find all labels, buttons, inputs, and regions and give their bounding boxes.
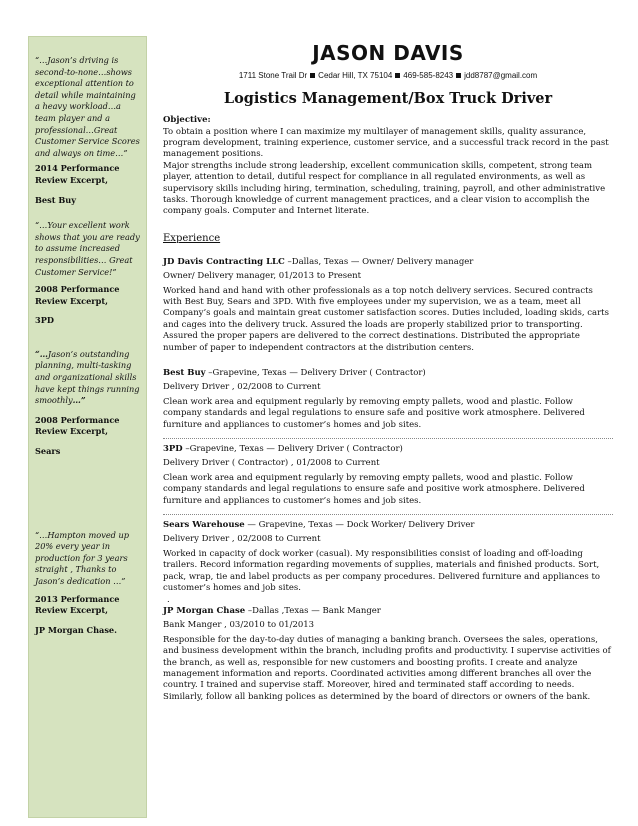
quote-lead: “…: [35, 348, 48, 359]
job-location: –Grapevine, Texas — Delivery Driver ( Contractor): [182, 444, 403, 455]
objective-heading: Objective:: [163, 115, 211, 125]
job-location: –Dallas ,Texas — Bank Manger: [245, 605, 381, 616]
job-entry: [163, 444, 613, 507]
job-entry: [163, 520, 613, 606]
review-source: 2008 Performance Review Excerpt,: [35, 414, 120, 437]
review-quote: “…Jason’s driving is second-to-none…shows exceptional attention to detail while maintaining a heavy workload…a team player and a professional…Great Customer Service Scores and always on time…”: [35, 55, 140, 158]
review-block: [35, 530, 141, 637]
job-role: Bank Manger , 03/2010 to 01/2013: [163, 620, 315, 631]
job-description: Worked hand and hand with other professionals as a top notch delivery services. Secured contracts with Best Buy, Sears and 3PD. With five employees under my supervision, we as a team, meet all Company’s goals and maintain great customer satisfaction scores. Duties included, loading skids, carts and cages into the delivery truck. Assured the loads are properly stabilized prior to transporting. Assured the proper papers are delivered to the correct destinations. Distributed the appropriate number of paper to independent contractors at the distribution centers.: [163, 285, 609, 353]
email: jdd8787@gmail.com: [464, 71, 538, 80]
section-divider: [163, 438, 613, 439]
review-quote: “…Hampton moved up 20% every year in production for 3 years straight , Thanks to Jason’s dedication …”: [35, 529, 130, 586]
job-location: –Dallas, Texas — Owner/ Delivery manager: [284, 256, 474, 267]
job-role: Delivery Driver ( Contractor) , 01/2008 to Current: [163, 458, 380, 469]
job-title-line: [163, 368, 613, 379]
job-company: JD Davis Contracting LLC: [163, 256, 285, 267]
phone: 469-585-8243: [403, 71, 454, 80]
job-title-line: [163, 606, 613, 617]
job-title-line: [163, 257, 613, 268]
review-company: Sears: [35, 446, 61, 457]
strengths-text: Major strengths include strong leadership, excellent communication skills, competent, strong team player, attention to detail, dutiful respect for compliance in all regulated environments, as well as supervisory skills including hiring, termination, scheduling, training, payroll, and other administrative tasks. Thorough knowledge of current management practices, and a clear vision to accomplish the company goals. Computer and Internet literate.: [163, 160, 606, 217]
square-bullet-icon: [310, 73, 315, 78]
contact-line: [163, 71, 613, 80]
review-company: 3PD: [35, 315, 54, 326]
trailing-dot: .: [167, 594, 170, 605]
job-description: Clean work area and equipment regularly by removing empty pallets, wood and plastic. Follow company standards and legal regulations to ensure safe and positive work atmosphere. Delivered furniture and appliances to customer’s homes and job sites.: [163, 396, 585, 430]
job-title-headline: Logistics Management/Box Truck Driver: [223, 90, 553, 107]
review-source: 2014 Performance Review Excerpt,: [35, 163, 120, 185]
job-entry: [163, 368, 613, 431]
review-company: JP Morgan Chase.: [35, 624, 117, 635]
review-quote: “…Your excellent work shows that you are ready to assume increased responsibilities… Great Customer Service!”: [35, 220, 140, 277]
review-block: [35, 55, 141, 206]
job-location: –Grapevine, Texas — Delivery Driver ( Contractor): [205, 368, 426, 378]
job-company: 3PD: [163, 444, 183, 455]
job-title-line: [163, 520, 613, 531]
job-location: — Grapevine, Texas — Dock Worker/ Delivery Driver: [244, 520, 475, 531]
job-title-line: [163, 444, 613, 455]
review-company: Best Buy: [35, 194, 77, 205]
testimonial-sidebar: [28, 36, 147, 818]
section-divider: [163, 514, 613, 515]
quote-tail: …”: [72, 395, 86, 406]
review-quote: [35, 349, 141, 407]
job-role: Owner/ Delivery manager, 01/2013 to Present: [163, 271, 362, 282]
square-bullet-icon: [456, 73, 461, 78]
address: 1711 Stone Trail Dr: [238, 71, 308, 80]
job-company: JP Morgan Chase: [163, 605, 246, 616]
quote-body: Jason’s outstanding planning, multi-tasking and organizational skills have kept things running smoothly: [35, 348, 140, 406]
job-description: Clean work area and equipment regularly by removing empty pallets, wood and plastic. Follow company standards and legal regulations to ensure safe and positive work atmosphere. Delivered furniture and appliances to customer’s homes and job sites.: [163, 472, 585, 506]
job-description: Worked in capacity of dock worker (casual). My responsibilities consist of loading and off-loading trailers. Record information regarding movements of supplies, materials and finished products. Sort, pack, wrap, tie and label products as per company procedures. Delivered furniture and appliances to customer’s homes and job sites.: [163, 548, 600, 594]
review-source: 2013 Performance Review Excerpt,: [35, 593, 120, 616]
square-bullet-icon: [395, 73, 400, 78]
resume-main: [163, 36, 613, 703]
objective-text: To obtain a position where I can maximize my multilayer of management skills, quality assurance, program development, training experience, customer service, and a successful track record in the past management positions.: [163, 126, 609, 160]
job-role: Delivery Driver , 02/2008 to Current: [163, 382, 321, 393]
job-company: Sears Warehouse: [163, 520, 245, 531]
job-company: Best Buy: [163, 368, 206, 378]
city: Cedar Hill, TX 75104: [318, 71, 393, 80]
review-source: 2008 Performance Review Excerpt,: [35, 284, 120, 306]
job-entry: [163, 257, 613, 354]
review-block: [35, 220, 141, 327]
job-description: Responsible for the day-to-day duties of managing a banking branch. Oversees the sales, operations, and business development within the branch, including profits and productivity. I supervise activities of the branch, as well as, responsible for new customers and boosting profits. I create and analyze management information and reports. Coordinated activities among different branches all over the country. I trained and supervise staff. Moreover, hired and terminated staff according to needs. Similarly, follow all banking polices as determined by the board of directors or owners of the bank.: [163, 634, 611, 702]
review-block: [35, 349, 141, 458]
job-entry: [163, 606, 613, 703]
experience-heading: Experience: [163, 232, 221, 244]
job-role: Delivery Driver , 02/2008 to Current: [163, 534, 321, 545]
candidate-name: JASON DAVIS: [312, 41, 464, 65]
